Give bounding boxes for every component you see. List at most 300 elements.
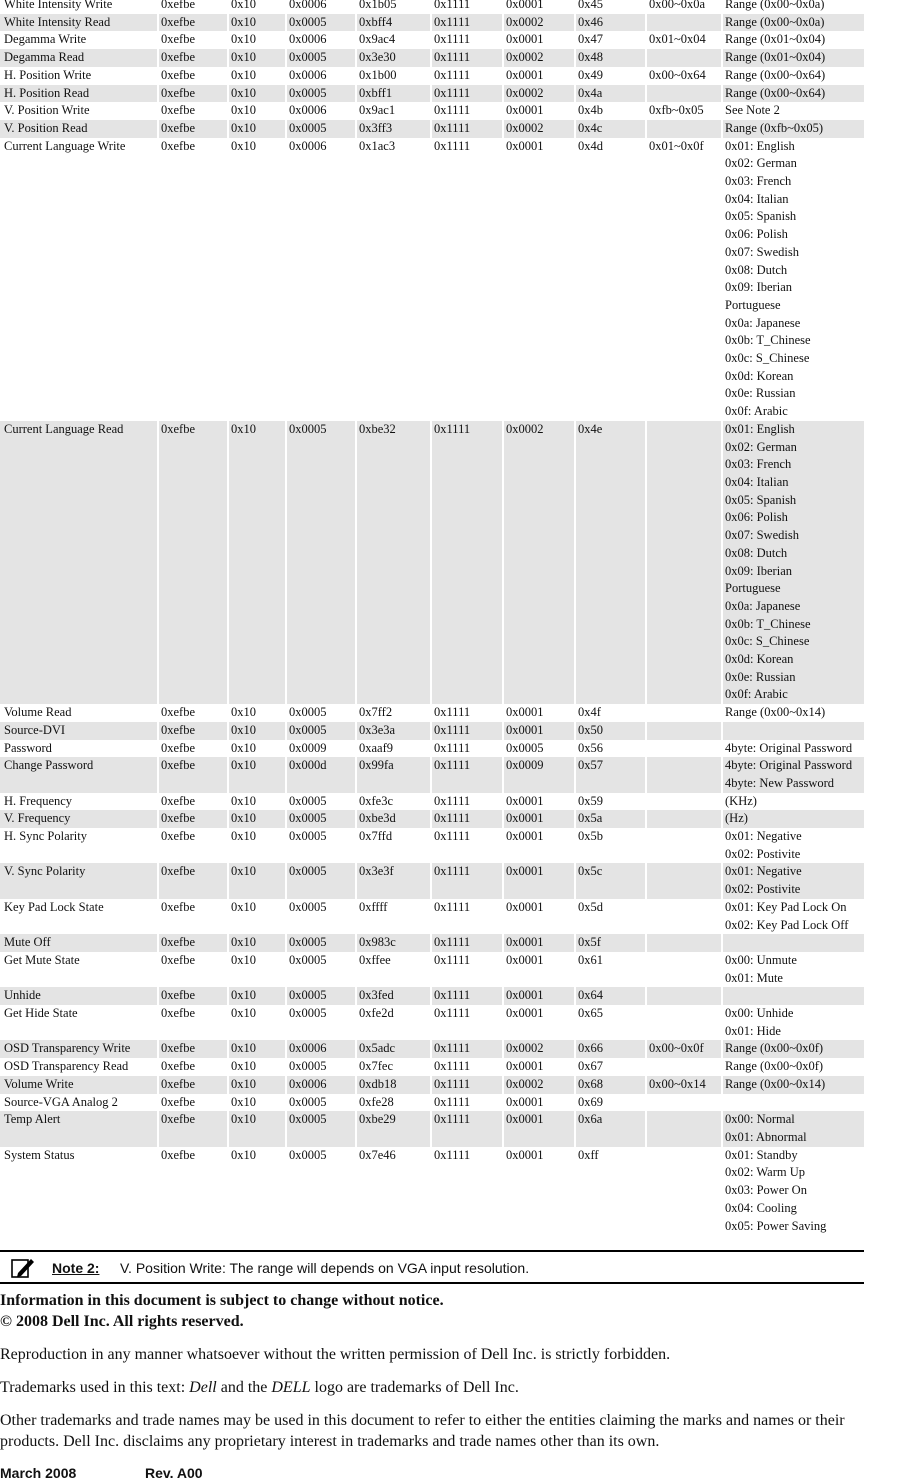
description-cell [721,102,864,120]
value-cell: 0x10 [231,138,256,153]
value-cell: 0x10 [227,757,285,792]
command-name-cell: Password [4,740,52,755]
description-line: 0x0b: T_Chinese [725,616,811,631]
value-cell: 0x1111 [434,899,471,914]
command-name-cell: Key Pad Lock State [4,899,104,914]
value-cell: 0x5c [574,863,645,898]
value-cell: 0x10 [231,952,256,967]
table-row [0,31,864,49]
description-cell [721,120,864,138]
description-line: Range (0x00~0x64) [725,85,826,100]
value-cell: 0x10 [227,863,285,898]
value-cell: 0x0002 [502,14,574,32]
value-cell: 0xefbe [157,1076,227,1094]
value-cell: 0xfe3c [359,793,394,808]
table-row [0,757,864,792]
command-name-cell: Degamma Write [4,32,87,47]
value-cell: 0x1111 [430,49,502,67]
value-cell: 0x01~0x0f [649,138,704,153]
value-cell: 0x0001 [506,103,544,118]
value-cell [645,120,721,138]
value-cell: 0x0005 [289,793,327,808]
value-cell: 0x0002 [502,49,574,67]
command-name-cell: V. Position Read [0,120,157,138]
value-cell: 0x45 [578,0,603,11]
value-cell [645,1111,721,1146]
value-cell: 0x1111 [434,1147,471,1162]
description-line: 0x0e: Russian [725,669,796,684]
value-cell: 0x0001 [506,952,544,967]
description-line: 0x0e: Russian [725,386,796,401]
description-line: Range (0x00~0x14) [725,705,826,720]
table-row [0,828,864,863]
value-cell: 0x5a [574,810,645,828]
value-cell: 0xfe28 [359,1094,394,1109]
description-line: 0x05: Spanish [725,492,797,507]
value-cell: 0x0001 [506,32,544,47]
value-cell: 0x3fed [355,987,430,1005]
description-line: 0x04: Italian [725,191,789,206]
reproduction-paragraph: Reproduction in any manner whatsoever without the written permission of Dell Inc. is strictly forbidden. [0,1346,671,1363]
description-cell [721,793,864,811]
value-cell: 0x0005 [506,740,544,755]
value-cell: 0x1b00 [359,67,397,82]
value-cell: 0xbe32 [355,421,430,704]
description-cell [721,740,864,758]
value-cell: 0x3e3a [355,722,430,740]
table-row [0,899,864,934]
value-cell: 0x0005 [285,987,355,1005]
value-cell: 0xefbe [157,85,227,103]
description-cell [721,828,864,863]
description-line: 0x0f: Arabic [725,687,788,702]
value-cell: 0xefbe [157,1040,227,1058]
value-cell: 0xefbe [161,705,196,720]
description-cell [721,138,864,421]
value-cell: 0x0005 [285,1111,355,1146]
value-cell: 0xffee [359,952,391,967]
table-row [0,704,864,722]
value-cell: 0x10 [231,1006,256,1021]
value-cell: 0x10 [231,829,256,844]
description-line: 0x01: Standby [725,1147,798,1162]
description-line: Range (0x00~0x0f) [725,1041,824,1056]
other-trademarks-paragraph: Other trademarks and trade names may be used in this document to refer to either the entities claiming the marks and names or their products. Dell Inc. disclaims any proprietary interest in trademarks and trade names other than its own. [0,1412,845,1450]
value-cell: 0x0006 [289,32,327,47]
value-cell: 0x0001 [506,1006,544,1021]
value-cell: 0x0005 [285,810,355,828]
value-cell: 0x99fa [355,757,430,792]
value-cell: 0x47 [578,32,603,47]
description-line: (Hz) [725,811,748,826]
description-line: 0x06: Polish [725,227,788,242]
table-row [0,67,864,85]
description-line: 0x01: Key Pad Lock On [725,899,847,914]
value-cell: 0x3ff3 [355,120,430,138]
value-cell: 0x0005 [285,722,355,740]
table-row [0,952,864,987]
value-cell: 0x0005 [285,120,355,138]
value-cell: 0xefbe [157,987,227,1005]
description-line: 0x04: Italian [725,474,789,489]
value-cell: 0x10 [227,810,285,828]
value-cell: 0xefbe [161,829,196,844]
value-cell: 0x0002 [502,85,574,103]
value-cell: 0x46 [574,14,645,32]
value-cell: 0x7ffd [359,829,393,844]
value-cell: 0x0009 [289,740,327,755]
value-cell: 0x1111 [434,0,471,11]
command-name-cell: Current Language Read [0,421,157,704]
value-cell: 0x66 [574,1040,645,1058]
value-cell: 0x0001 [502,1111,574,1146]
value-cell: 0x1111 [434,32,471,47]
description-line: 0x02: Key Pad Lock Off [725,917,849,932]
table-row [0,1094,864,1112]
table-row [0,934,864,952]
value-cell [645,740,721,758]
value-cell: 0xffff [359,899,388,914]
command-name-cell: Get Hide State [4,1006,78,1021]
description-line: 0x09: Iberian [725,280,792,295]
value-cell: 0xefbe [161,1147,196,1162]
command-name-cell: Degamma Read [0,49,157,67]
table-row [0,1058,864,1076]
command-name-cell: H. Position Read [0,85,157,103]
value-cell: 0x1111 [430,810,502,828]
command-name-cell: H. Frequency [4,793,73,808]
publish-date: March 2008 [0,1465,77,1481]
value-cell: 0x5d [578,899,603,914]
value-cell: 0x0005 [285,421,355,704]
description-cell [721,899,864,934]
value-cell: 0xaaf9 [359,740,394,755]
value-cell: 0x1111 [434,740,471,755]
description-line: 0x03: French [725,457,792,472]
value-cell: 0x0006 [285,1076,355,1094]
table-row [0,793,864,811]
value-cell: 0x10 [231,793,256,808]
notice-line: Information in this document is subject to change without notice. [0,1292,444,1309]
value-cell [645,421,721,704]
table-row [0,1147,864,1236]
value-cell: 0x0001 [506,138,544,153]
value-cell: 0xfe2d [359,1006,394,1021]
command-name-cell: Get Mute State [4,952,80,967]
description-line: 0x03: French [725,174,792,189]
value-cell: 0xefbe [157,863,227,898]
value-cell [645,85,721,103]
description-line: 0x0b: T_Chinese [725,333,811,348]
description-line: 0x02: Warm Up [725,1165,806,1180]
value-cell: 0x10 [231,1059,256,1074]
value-cell: 0x0001 [506,1094,544,1109]
value-cell: 0x0005 [289,1059,327,1074]
value-cell: 0x1111 [434,705,471,720]
value-cell [645,1005,721,1040]
command-name-cell: V. Sync Polarity [0,863,157,898]
command-name-cell: Temp Alert [0,1111,157,1146]
value-cell: 0xefbe [161,899,196,914]
command-name-cell: White Intensity Write [4,0,113,11]
description-line: 0x01: Mute [725,970,783,985]
value-cell: 0x0002 [502,1040,574,1058]
description-line: 0x02: Postivite [725,882,801,897]
value-cell: 0x1111 [430,421,502,704]
value-cell: 0x4f [578,705,601,720]
value-cell: 0x65 [578,1006,603,1021]
value-cell [645,704,721,722]
value-cell: 0x0005 [289,1147,327,1162]
description-cell [721,31,864,49]
value-cell: 0x5f [574,934,645,952]
description-line: Range (0x01~0x04) [725,32,826,47]
table-row [0,1040,864,1058]
value-cell: 0x0005 [289,952,327,967]
description-line: Range (0x00~0x64) [725,67,826,82]
description-cell [721,14,864,32]
command-name-cell: Source-VGA Analog 2 [4,1094,118,1109]
value-cell: 0xefbe [161,952,196,967]
value-cell: 0x10 [231,740,256,755]
value-cell: 0xefbe [161,103,196,118]
value-cell: 0x0001 [506,67,544,82]
description-line: 0x06: Polish [725,510,788,525]
description-line: 0x0f: Arabic [725,404,788,419]
value-cell: 0x10 [227,85,285,103]
value-cell: 0x10 [231,32,256,47]
value-cell: 0x0005 [289,829,327,844]
value-cell: 0xefbe [161,1059,196,1074]
trademark-paragraph: Trademarks used in this text: Dell and the DELL logo are trademarks of Dell Inc. [0,1379,519,1396]
value-cell [645,722,721,740]
legal-footer [0,1290,899,1452]
description-line: Range (0x00~0x0a) [725,0,825,11]
description-cell [721,67,864,85]
value-cell: 0x0006 [289,138,327,153]
description-line: 0x00: Normal [725,1112,795,1127]
value-cell [645,1058,721,1076]
description-line: 0x01: Negative [725,829,802,844]
value-cell: 0xefbe [157,810,227,828]
value-cell: 0xdb18 [355,1076,430,1094]
description-line: Range (0xfb~0x05) [725,120,824,135]
value-cell: 0x5adc [355,1040,430,1058]
description-cell [721,1076,864,1094]
description-cell [721,1147,864,1236]
value-cell: 0x1111 [434,952,471,967]
description-line: 0x0c: S_Chinese [725,634,810,649]
value-cell: 0x64 [574,987,645,1005]
description-line: 0x07: Swedish [725,528,799,543]
description-line: 0x0a: Japanese [725,315,801,330]
description-line: See Note 2 [725,103,780,118]
value-cell: 0x4b [578,103,603,118]
description-line: 0x04: Cooling [725,1200,797,1215]
description-line: 0x00: Unmute [725,952,797,967]
description-line: Range (0x00~0x0a) [725,14,825,29]
value-cell: 0x6a [574,1111,645,1146]
value-cell: 0x983c [355,934,430,952]
value-cell: 0x3e3f [355,863,430,898]
command-name-cell: V. Position Write [4,103,90,118]
command-name-cell: OSD Transparency Write [0,1040,157,1058]
value-cell [645,1094,721,1112]
table-row [0,85,864,103]
description-line: Portuguese [725,297,781,312]
value-cell: 0x1111 [434,1059,471,1074]
value-cell: 0x0006 [289,67,327,82]
table-row [0,49,864,67]
value-cell: 0xbe29 [355,1111,430,1146]
description-line: Range (0x00~0x14) [725,1076,826,1091]
value-cell: 0x4e [574,421,645,704]
value-cell: 0x1111 [430,987,502,1005]
value-cell [645,828,721,863]
value-cell: 0xefbe [161,793,196,808]
command-name-cell: Unhide [0,987,157,1005]
value-cell: 0x49 [578,67,603,82]
value-cell: 0x1b05 [359,0,397,11]
value-cell: 0xefbe [157,934,227,952]
description-cell [721,1058,864,1076]
value-cell: 0x0002 [502,1076,574,1094]
command-name-cell: Volume Write [0,1076,157,1094]
value-cell [645,987,721,1005]
command-name-cell: Mute Off [0,934,157,952]
value-cell: 0x00~0x14 [645,1076,721,1094]
command-name-cell: Volume Read [4,705,72,720]
value-cell: 0xbff1 [355,85,430,103]
value-cell: 0x0001 [502,810,574,828]
value-cell: 0x57 [574,757,645,792]
command-name-cell: H. Sync Polarity [4,829,87,844]
value-cell: 0x0002 [502,120,574,138]
description-line: 0x09: Iberian [725,563,792,578]
value-cell: 0x0005 [289,899,327,914]
description-line: 0x08: Dutch [725,545,788,560]
table-row [0,740,864,758]
value-cell: 0x0005 [289,1006,327,1021]
value-cell [645,934,721,952]
description-cell [721,49,864,67]
description-line: 0x01: Negative [725,864,802,879]
value-cell: 0xefbe [161,32,196,47]
value-cell: 0x1111 [434,1006,471,1021]
value-cell: 0x0001 [506,829,544,844]
value-cell: 0x10 [227,14,285,32]
value-cell: 0xefbe [161,0,196,11]
value-cell: 0x1111 [434,67,471,82]
value-cell: 0x10 [227,1040,285,1058]
command-name-cell: Current Language Write [4,138,126,153]
table-row [0,138,864,421]
value-cell: 0x10 [227,421,285,704]
value-cell: 0x1111 [430,722,502,740]
value-cell [645,1147,721,1236]
value-cell: 0x0005 [285,49,355,67]
value-cell: 0xefbe [161,138,196,153]
value-cell: 0x9ac1 [359,103,396,118]
value-cell: 0x0005 [285,14,355,32]
value-cell: 0x0005 [285,863,355,898]
value-cell [645,757,721,792]
description-line: 0x0a: Japanese [725,598,801,613]
value-cell: 0x1111 [430,1111,502,1146]
description-line: 0x00: Unhide [725,1006,794,1021]
value-cell: 0x00~0x0f [645,1040,721,1058]
description-line: 4byte: Original Password [725,758,853,773]
value-cell: 0x10 [231,1147,256,1162]
value-cell: 0x1111 [430,14,502,32]
description-line: 0x01: Hide [725,1023,781,1038]
description-cell [721,704,864,722]
value-cell: 0x50 [574,722,645,740]
value-cell: 0x10 [231,0,256,11]
value-cell: 0xefbe [161,740,196,755]
description-line: Range (0x00~0x0f) [725,1059,824,1074]
copyright-line: © 2008 Dell Inc. All rights reserved. [0,1313,244,1330]
value-cell: 0x4d [578,138,603,153]
description-line: 0x0d: Korean [725,652,794,667]
value-cell: 0x0001 [506,899,544,914]
value-cell: 0x1111 [434,829,471,844]
value-cell [645,899,721,934]
command-name-cell: Change Password [0,757,157,792]
value-cell: 0x0005 [289,705,327,720]
value-cell: 0x10 [227,722,285,740]
description-cell [721,952,864,987]
value-cell: 0x1111 [430,1076,502,1094]
value-cell: 0xefbe [161,67,196,82]
value-cell: 0x0001 [502,934,574,952]
description-line: 0x07: Swedish [725,244,799,259]
value-cell: 0xff [578,1147,599,1162]
value-cell [645,14,721,32]
table-row [0,102,864,120]
value-cell: 0x00~0x64 [649,67,706,82]
value-cell: 0x10 [227,987,285,1005]
value-cell: 0x0001 [502,863,574,898]
description-cell [721,1094,864,1112]
value-cell: 0x3e30 [355,49,430,67]
description-line: 0x02: Postivite [725,846,801,861]
value-cell: 0x7fec [359,1059,394,1074]
value-cell: 0x0005 [289,1094,327,1109]
command-name-cell: H. Position Write [4,67,92,82]
value-cell: 0x59 [578,793,603,808]
description-cell [721,421,864,704]
description-line: 0x02: German [725,156,797,171]
value-cell: 0x0006 [289,103,327,118]
table-row [0,810,864,828]
value-cell: 0x48 [574,49,645,67]
revision: Rev. A00 [145,1465,203,1481]
value-cell: 0x56 [578,740,603,755]
table-row [0,863,864,898]
value-cell: 0xefbe [157,757,227,792]
description-line: 4byte: New Password [725,775,835,790]
command-name-cell: OSD Transparency Read [4,1059,129,1074]
description-line: (KHz) [725,793,757,808]
pencil-note-icon [10,1256,36,1280]
value-cell: 0x1111 [434,103,471,118]
value-cell: 0x10 [227,49,285,67]
value-cell: 0x1111 [434,793,471,808]
table-row [0,1005,864,1040]
description-line: 0x01: English [725,421,795,436]
value-cell: 0x61 [578,952,603,967]
